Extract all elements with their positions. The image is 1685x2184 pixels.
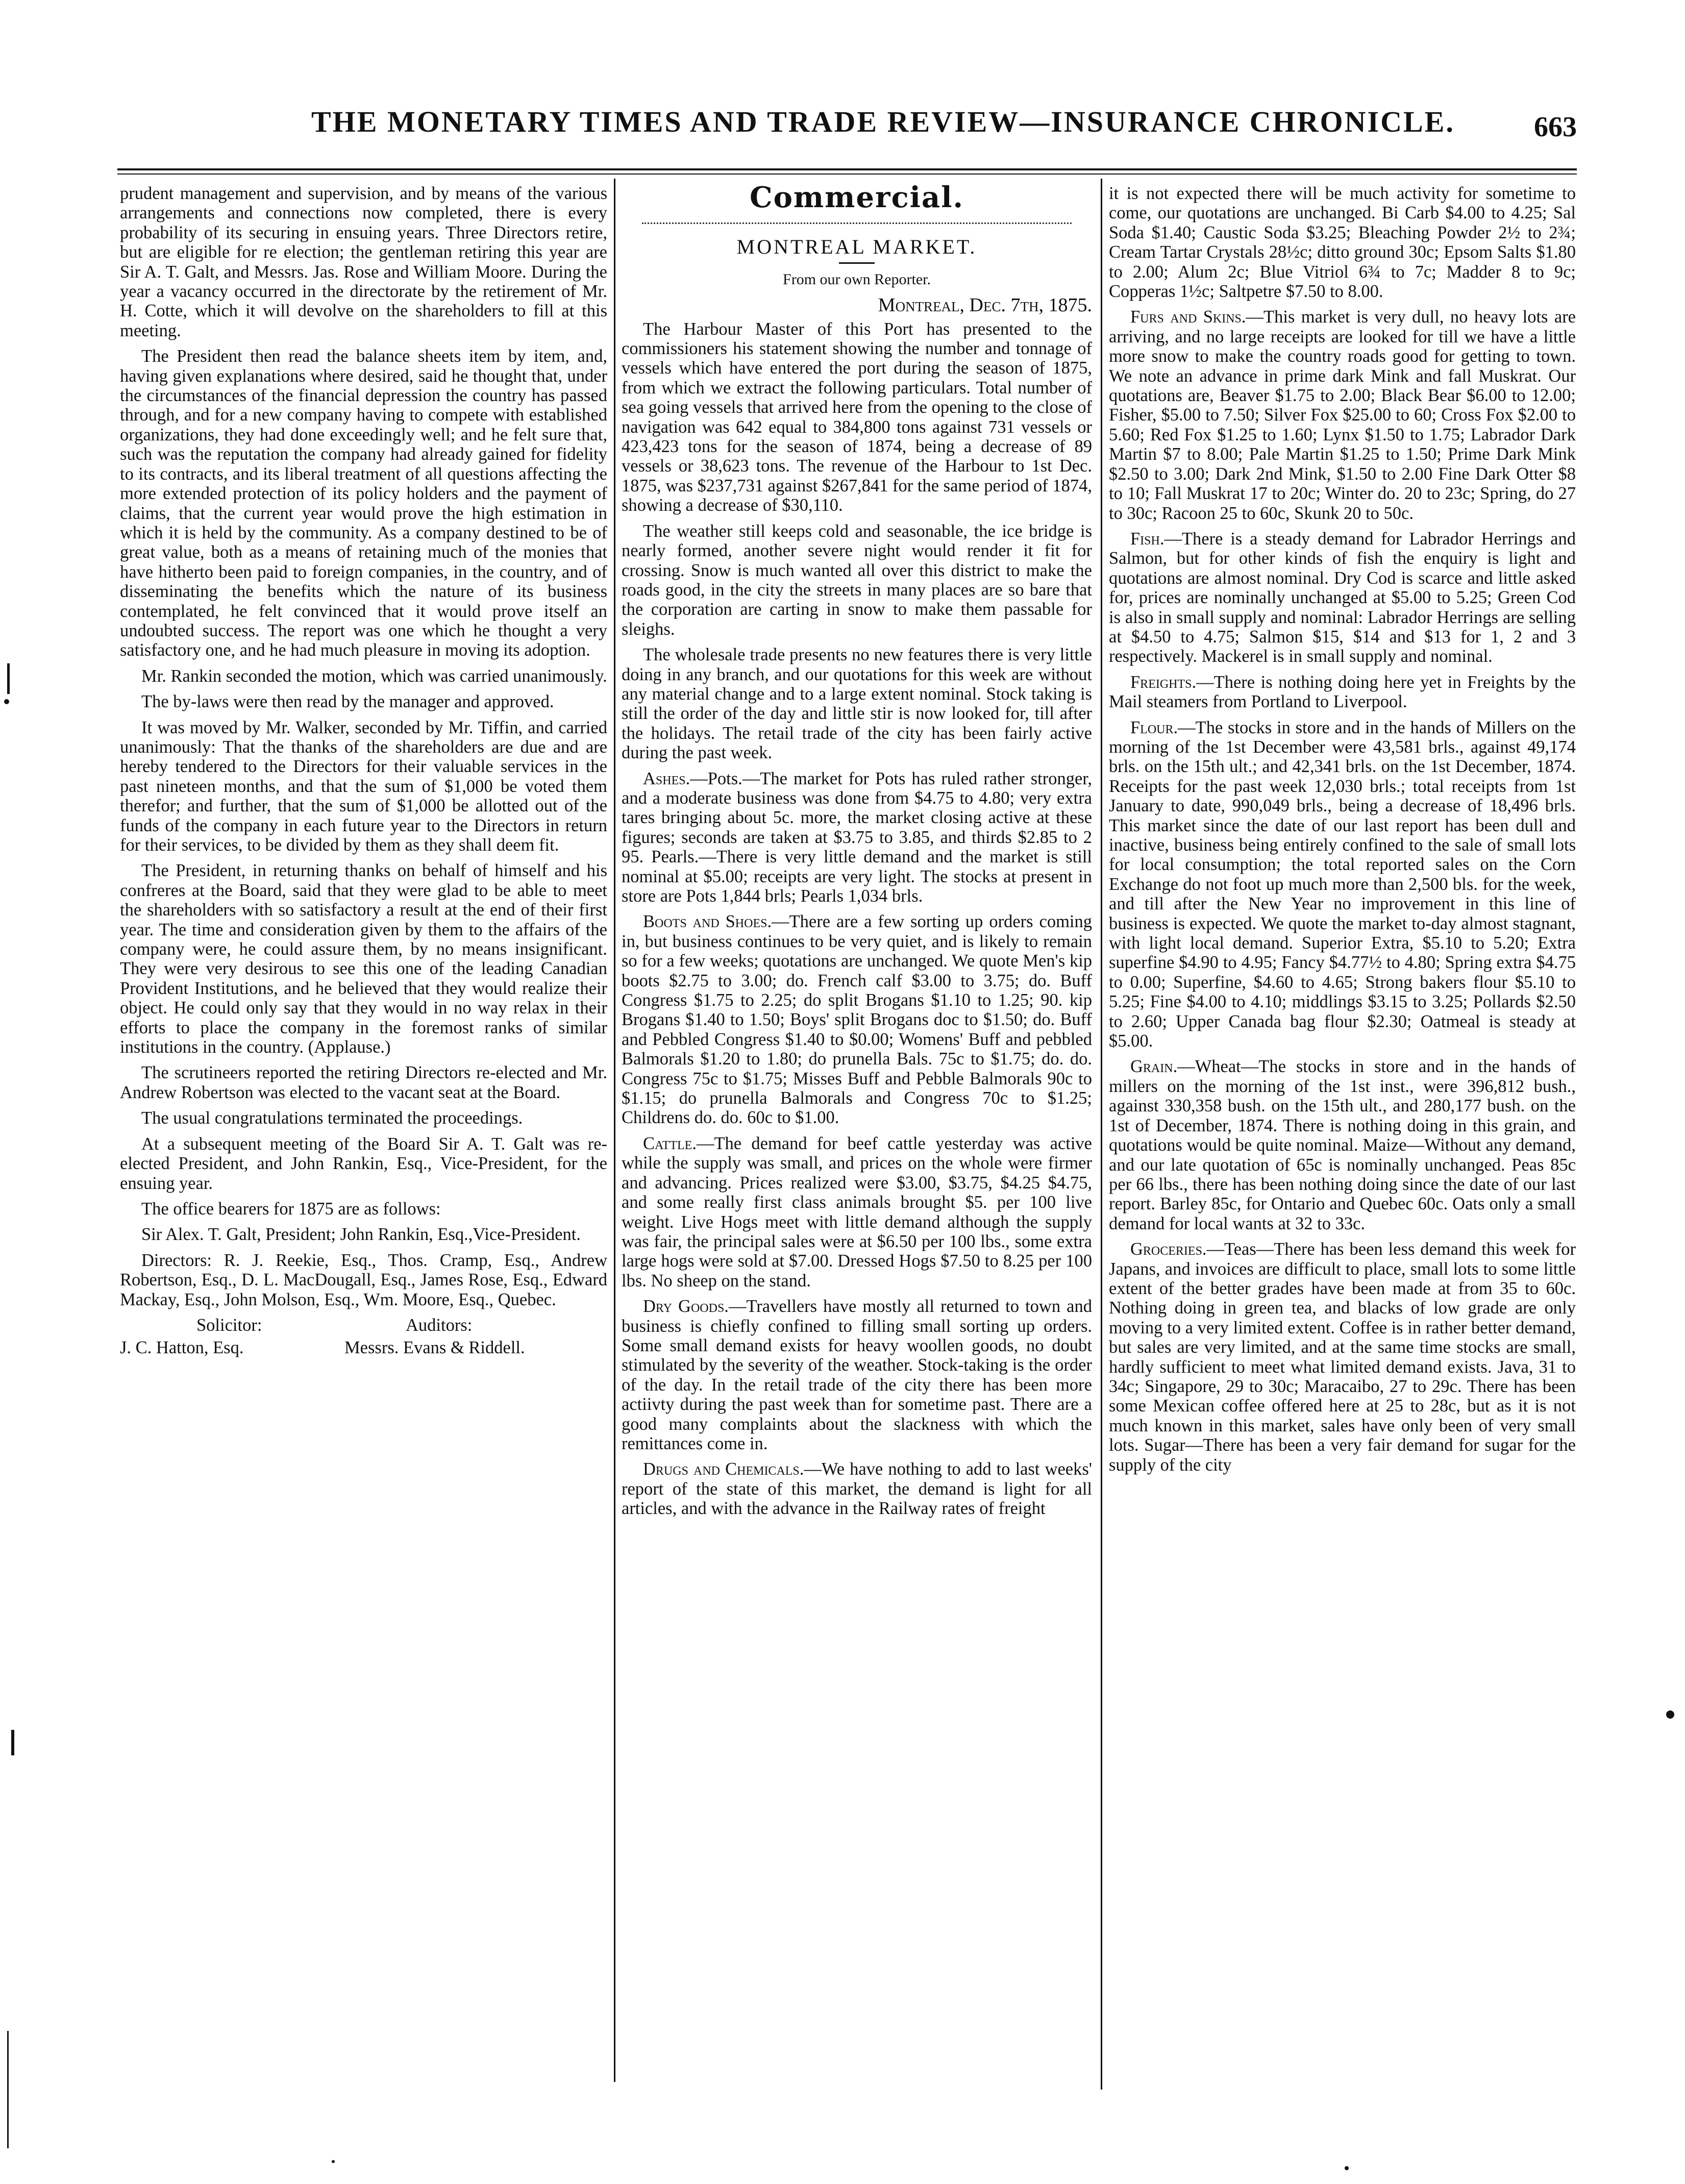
column-left bbox=[120, 184, 607, 1360]
paragraph: The by-laws were then read by the manager and approved. bbox=[141, 692, 554, 712]
section-text: —This market is very dull, no heavy lots are arriving, and no large receipts are looked for till we have a little more snow to make the country roads good for getting to town. We note an advance in prime dark Mink and fall Muskrat. Our quotations are, Beaver $1.75 to 2.00; Black Bear $6.00 to 12.00; Fisher, $5.00 to 7.50; Silver Fox $25.00 to 60; Cross Fox $2.00 to 5.60; Red Fox $1.25 to 1.60; Lynx $1.50 to 1.75; Labrador Dark Martin $7 to 8.00; Pale Martin $1.25 to 1.50; Prime Dark Mink $2.50 to 3.00; Dark 2nd Mink, $1.50 to 2.00 Fine Dark Otter $8 to 10; Fall Muskrat 17 to 20c; Winter do. 20 to 23c; Spring, do 27 to 30c; Racoon 25 to 60c, Skunk 20 to 50c. bbox=[1109, 307, 1576, 523]
section-head: Fish. bbox=[1130, 529, 1164, 549]
market-section bbox=[622, 912, 1092, 1127]
binding-mark bbox=[7, 663, 10, 694]
page-header bbox=[117, 105, 1577, 161]
section-head: Furs and Skins. bbox=[1130, 307, 1246, 327]
market-section bbox=[1109, 1239, 1576, 1475]
header-rule-thin bbox=[117, 173, 1577, 175]
binding-mark bbox=[7, 2031, 9, 2148]
paragraph: The Harbour Master of this Port has presented to the commissioners his statement showing the number and tonnage of vessels which have entered the port during the season of 1875, from which we extract the following particulars. Total number of sea going vessels that arrived here from the opening to the close of navigation was 642 equal to 384,800 tons against 731 vessels or 423,423 tons for the season of 1874, being a decrease of 89 vessels or 38,623 tons. The revenue of the Harbour to 1st Dec. 1875, was $237,731 against $267,841 for the same period of 1874, showing a decrease of $30,110. bbox=[622, 319, 1092, 515]
paragraph: Sir Alex. T. Galt, President; John Rankin, Esq.,Vice-President. bbox=[141, 1225, 581, 1245]
paragraph: Mr. Rankin seconded the motion, which was carried unanimously. bbox=[141, 666, 607, 686]
section-text: —Wheat—The stocks in store and in the hands of millers on the morning of the 1st inst., were 396,812 bush., against 330,358 bush. on the 15th ult., and 280,177 bush. on the 1st of December, 1874. There is nothing doing in this grain, and quotations would be quite nominal. Maize—Without any demand, and our late quotation of 65c is nominally unchanged. Peas 85c per 66 lbs., there has been nothing doing since the date of our last report. Barley 85c, for Ontario and Quebec 60c. Oats only a small demand for local wants at 32 to 33c. bbox=[1109, 1057, 1576, 1233]
short-rule bbox=[839, 262, 875, 264]
section-text: —There is nothing doing here yet in Freights by the Mail steamers from Portland to Liverpool. bbox=[1109, 672, 1576, 712]
column-right bbox=[1109, 184, 1576, 1481]
paragraph: Directors: R. J. Reekie, Esq., Thos. Cramp, Esq., Andrew Robertson, Esq., D. L. MacDougall, Esq., James Rose, Esq., Edward Mackay, Esq., John Molson, Esq., Wm. Moore, Esq., Quebec. bbox=[120, 1250, 607, 1309]
binding-mark bbox=[11, 1730, 14, 1755]
auditors-name: Messrs. Evans & Riddell. bbox=[344, 1337, 525, 1357]
paragraph: The wholesale trade presents no new features there is very little doing in any branch, and our quotations for this week are without any material change and to a large extent nominal. Stock taking is still the order of the day and little stir is now looked for, till after the holidays. The retail trade of the city has been fairly active during the past week. bbox=[622, 645, 1092, 763]
paragraph: It was moved by Mr. Walker, seconded by Mr. Tiffin, and carried unanimously: That the thanks of the shareholders are due and are hereby tendered to the Directors for their valuable services in the past nineteen months, and that the sum of $1,000 be voted them therefor; and further, that the sum of $1,000 be allotted out of the funds of the company in each future year to the Directors in return for their services, to be divided by them as they shall deem fit. bbox=[120, 717, 607, 855]
market-section bbox=[622, 1297, 1092, 1453]
section-head: Freights. bbox=[1130, 672, 1197, 692]
section-head: Groceries. bbox=[1130, 1239, 1207, 1259]
section-head: Ashes. bbox=[643, 768, 690, 788]
officers-labels-row bbox=[120, 1316, 607, 1338]
header-rule bbox=[117, 168, 1577, 170]
market-section bbox=[1109, 1057, 1576, 1233]
ornamental-rule bbox=[642, 214, 1072, 224]
ink-dot bbox=[1666, 1710, 1674, 1719]
section-text: —The demand for beef cattle yesterday was active while the supply was small, and prices on the whole were firmer and advancing. Prices realized were $3.00, $3.75, $4.25 $4.75, and some really first class animals brought $5. per 100 live weight. Live Hogs meet with little demand although the supply was fair, the principal sales were at $6.50 per 100 lbs., some extra large hogs were sold at $7.00. Dressed Hogs $7.50 to 8.25 per 100 lbs. No sheep on the stand. bbox=[622, 1133, 1092, 1290]
section-kicker: Commercial. bbox=[750, 181, 964, 214]
market-section bbox=[1109, 529, 1576, 666]
dateline: Montreal, Dec. 7th, 1875. bbox=[878, 294, 1092, 316]
column-divider-right bbox=[1101, 179, 1102, 2090]
paragraph: The scrutineers reported the retiring Directors re-elected and Mr. Andrew Robertson was elected to the vacant seat at the Board. bbox=[120, 1063, 607, 1102]
section-text: —Pots.—The market for Pots has ruled rather stronger, and a moderate business was done from $4.75 to 4.80; very extra tares bringing about 5c. more, the market closing active at these figures; seconds are taken at $3.75 to 3.85, and thirds $2.85 to 2 95. Pearls.—There is very little demand and the market is still nominal at $5.00; receipts are very light. The stocks at present in store are Pots 1,844 brls; Pearls 1,034 brls. bbox=[622, 768, 1092, 906]
market-title: MONTREAL MARKET. bbox=[736, 235, 977, 259]
paragraph: The usual congratulations terminated the proceedings. bbox=[141, 1108, 523, 1128]
solicitor-label: Solicitor: bbox=[196, 1315, 262, 1335]
market-section bbox=[1109, 307, 1576, 523]
ink-dot bbox=[332, 2160, 335, 2163]
solicitor-name: J. C. Hatton, Esq. bbox=[120, 1337, 244, 1357]
section-head: Cattle. bbox=[643, 1133, 697, 1153]
masthead-title: THE MONETARY TIMES AND TRADE REVIEW—INSURANCE CHRONICLE. bbox=[311, 105, 1455, 138]
binding-mark bbox=[4, 699, 9, 704]
paragraph: it is not expected there will be much activity for sometime to come, our quotations are unchanged. Bi Carb $4.00 to 4.25; Sal Soda $1.40; Caustic Soda $3.25; Bleaching Powder 2½ to 2¾; Cream Tartar Crystals 28½c; ditto ground 30c; Epsom Salts $1.80 to 2.00; Alum 2c; Blue Vitriol 6¾ to 7c; Madder 8 to 9c; Copperas 1½c; Saltpetre $7.50 to 8.00. bbox=[1109, 184, 1576, 302]
market-section bbox=[622, 769, 1092, 906]
section-head: Flour. bbox=[1130, 717, 1178, 737]
section-head: Grain. bbox=[1130, 1057, 1178, 1077]
byline: From our own Reporter. bbox=[783, 270, 931, 288]
page-number: 663 bbox=[1534, 111, 1577, 143]
ink-dot bbox=[1345, 2166, 1349, 2170]
column-divider-left bbox=[614, 179, 615, 2082]
auditors-label: Auditors: bbox=[406, 1315, 473, 1335]
section-text: —There are a few sorting up orders coming in, but business continues to be very quiet, and is likely to remain so for a few weeks; quotations are unchanged. We quote Men's kip boots $2.75 to 3.00; do. French calf $3.00 to 3.75; do. Buff Congress $1.75 to 2.25; do split Brogans $1.10 to 1.25; 90. kip Brogans $1.40 to 1.50; Boys' split Brogans doc to $1.50; do. Buff and Pebbled Congress $1.40 to $0.00; Womens' Buff and pebbled Balmorals $1.20 to 1.80; do prunella Bals. 75c to $1.75; do. do. Congress 75c to $1.75; Misses Buff and Pebble Balmorals 90c to $1.15; do prunella Balmorals and Congress 70c to $1.25; Childrens do. do. 60c to $1.00. bbox=[622, 912, 1092, 1128]
paragraph: The office bearers for 1875 are as follows: bbox=[141, 1199, 441, 1219]
officers-names-row bbox=[120, 1338, 607, 1360]
market-section bbox=[622, 1459, 1092, 1518]
paragraph: prudent management and supervision, and by means of the various arrangements and connections now completed, there is every probability of its securing in ensuing years. Three Directors retire, but are eligible for re election; the gentleman retiring this year are Sir A. T. Galt, and Messrs. Jas. Rose and William Moore. During the year a vacancy occurred in the directorate by the retirement of Mr. H. Cotte, which it will devolve on the shareholders to fill at this meeting. bbox=[120, 184, 607, 340]
section-head: Drugs and Chemicals. bbox=[643, 1459, 804, 1479]
section-head: Dry Goods. bbox=[643, 1297, 729, 1317]
market-section bbox=[1109, 718, 1576, 1051]
section-head: Boots and Shoes. bbox=[643, 912, 772, 932]
section-text: —Teas—There has been less demand this week for Japans, and invoices are difficult to place, small lots to some little extent of the better grades have been made at from 35 to 60c. Nothing doing in green tea, and blacks of low grade are only moving to a very limited extent. Coffee is in rather better demand, but sales are very limited, and at the same time stocks are small, hardly sufficient to meet what limited demand exists. Java, 31 to 34c; Singapore, 29 to 30c; Maracaibo, 27 to 29c. There has been some Mexican coffee offered here at 25 to 28c, but as it is not much known in this market, sales have only been of very small lots. Sugar—There has been a very fair demand for sugar for the supply of the city bbox=[1109, 1239, 1576, 1475]
paragraph: At a subsequent meeting of the Board Sir A. T. Galt was re-elected President, and John Rankin, Esq., Vice-President, for the ensuing year. bbox=[120, 1134, 607, 1193]
market-section bbox=[1109, 673, 1576, 712]
section-text: —There is a steady demand for Labrador Herrings and Salmon, but for other kinds of fish the enquiry is light and quotations are almost nominal. Dry Cod is scarce and little asked for, prices are nominally unchanged at $5.00 to 5.25; Green Cod is also in small supply and nominal: Labrador Herrings are selling at $4.50 to 4.75; Salmon $15, $14 and $13 for 1, 2 and 3 respectively. Mackerel is in small supply and nominal. bbox=[1109, 529, 1576, 666]
paragraph: The weather still keeps cold and seasonable, the ice bridge is nearly formed, another severe night would render it fit for crossing. Snow is much wanted all over this district to make the roads good, in the city the streets in many places are so bare that the corporation are carting in snow to make them passable for sleighs. bbox=[622, 521, 1092, 639]
paragraph: The President then read the balance sheets item by item, and, having given explanations where desired, said he thought that, under the circumstances of the financial depression the country has passed through, and for a new company having to compete with established organizations, they had done exceedingly well; and he felt sure that, such was the reputation the company had already gained for fidelity to its contracts, and its liberal treatment of all questions affecting the more extended protection of its policy holders and the payment of claims, that the current year would prove the high estimation in which it is held by the community. As a company destined to be of great value, both as a means of retaining much of the monies that have hitherto been paid to foreign companies, in the country, and of disseminating the benefits which the nature of its business contemplated, he felt convinced that it would prove itself an undoubted success. The report was one which he thought a very satisfactory one, and he had much pleasure in moving its adoption. bbox=[120, 346, 607, 660]
section-text: —The stocks in store and in the hands of Millers on the morning of the 1st December were 43,581 brls., against 49,174 brls. on the 15th ult.; and 42,341 brls. on the 1st December, 1874. Receipts for the past week 12,030 brls.; total receipts from 1st January to date, 990,049 brls., being a decrease of 18,496 brls. This market since the date of our last report has been dull and inactive, business being entirely confined to the sale of small lots for local consumption; the total reported sales on the Corn Exchange do not foot up much more than 2,500 bls. for the week, and till after the New Year no improvement in this line of business is expected. We quote the market to-day almost stagnant, with light local demand. Superior Extra, $5.10 to 5.20; Extra superfine $4.90 to 4.95; Fancy $4.77½ to 4.80; Spring extra $4.75 to 0.00; Superfine, $4.60 to 4.65; Strong bakers flour $5.10 to 5.25; Fine $4.00 to 4.10; middlings $3.15 to 3.25; Pollards $2.50 to 2.60; Upper Canada bag flour $2.30; Oatmeal is steady at $5.00. bbox=[1109, 717, 1576, 1051]
market-section bbox=[622, 1134, 1092, 1290]
section-text: —We have nothing to add to last weeks' report of the state of this market, the demand is light for all articles, and with the advance in the Railway rates of freight bbox=[622, 1459, 1093, 1519]
section-text: —Travellers have mostly all returned to town and business is chiefly confined to filling small sorting up orders. Some small demand exists for heavy woollen goods, no doubt stimulated by the severity of the weather. Stock-taking is the order of the day. In the retail trade of the city there has been more actiivty during the past week than for sometime past. There are a good many complaints about the slackness with which the remittances come in. bbox=[622, 1297, 1092, 1453]
paragraph: The President, in returning thanks on behalf of himself and his confreres at the Board, said that they were glad to be able to meet the shareholders with so satisfactory a result at the end of their first year. The time and consideration given by them to the affairs of the company were, he could assure them, by no means insignificant. They were very desirous to see this one of the leading Canadian Provident Institutions, and he believed that they would realize their object. He could only say that they would in no way relax in their efforts to place the company in the foremost ranks of similar institutions in the country. (Applause.) bbox=[120, 861, 607, 1057]
column-middle bbox=[622, 181, 1093, 1525]
